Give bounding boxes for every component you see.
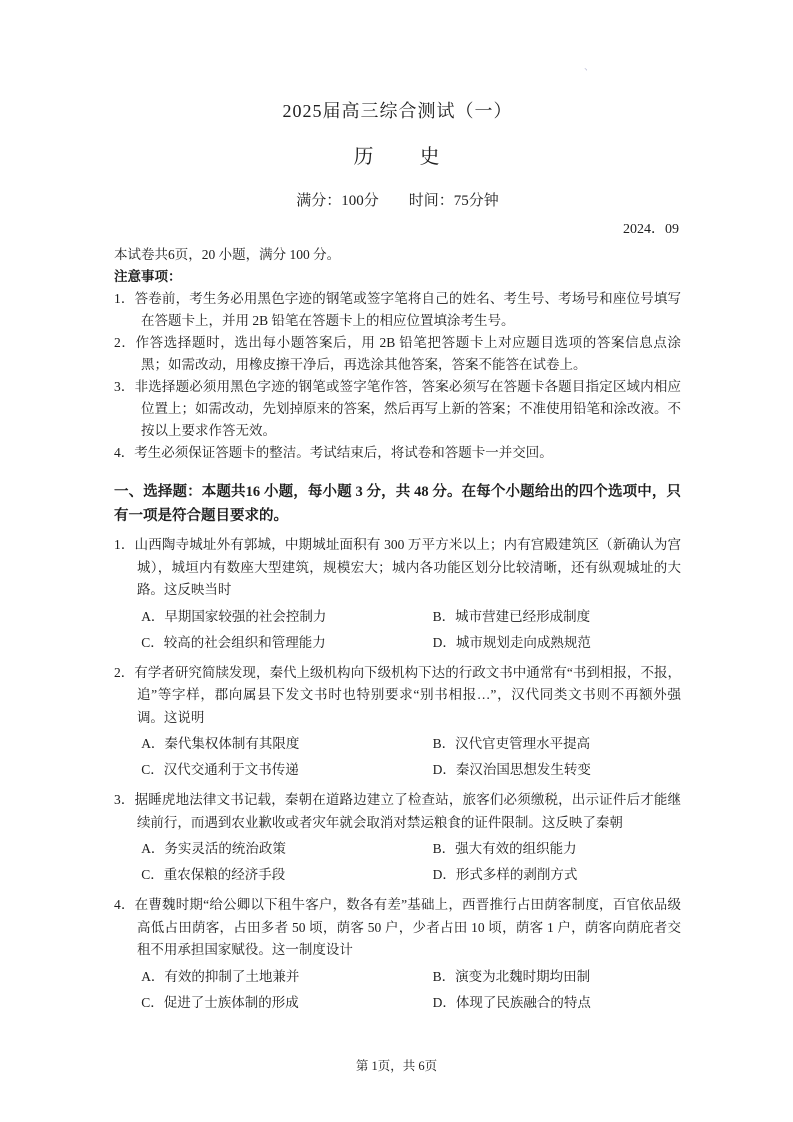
score-time-line: 满分：100分 时间：75分钟 [296, 193, 499, 209]
notice-item-1: 1．答卷前，考生务必用黑色字迹的钢笔或签字笔将自己的姓名、考生号、考场号和座位号填写在答题卡上，并用 2B 铅笔在答题卡上的相应位置填涂考生号。 [114, 291, 681, 328]
question-1-option-a: A．早期国家较强的社会控制力 [141, 608, 327, 624]
question-3-stem: 3．据睡虎地法律文书记载，秦朝在道路边建立了检查站，旅客们必须缴税，出示证件后才能继续前行，而遇到农业歉收或者灾年就会取消对禁运粮食的证件限制。这反映了秦朝 [114, 792, 681, 830]
question-1-options [114, 604, 681, 656]
question-3-option-a: A．务实灵活的统治政策 [141, 841, 286, 856]
question-1 [114, 534, 681, 656]
question-4-option-a: A．有效的抑制了土地兼并 [141, 968, 300, 984]
question-4-stem: 4．在曹魏时期“给公卿以下租牛客户，数各有差”基础上，西晋推行占田荫客制度，百官依品级高低占田荫客，占田多者 50 顷，荫客 50 户，少者占田 10 顷，荫客 1 户，荫客向荫庇者交租不用承担国家赋役。这一制度设计 [114, 897, 681, 957]
notice-heading: 注意事项： [114, 269, 182, 284]
question-2 [114, 662, 681, 784]
question-3-option-b: B．强大有效的组织能力 [432, 841, 577, 856]
question-4-option-b: B．演变为北魏时期均田制 [432, 968, 591, 984]
question-3-options [114, 836, 681, 888]
question-3 [114, 789, 681, 888]
question-2-option-d: D．秦汉治国思想发生转变 [432, 762, 591, 777]
notice-item-3: 3．非选择题必须用黑色字迹的钢笔或签字笔作答，答案必须写在答题卡各题目指定区域内相应位置上；如需改动，先划掉原来的答案，然后再写上新的答案；不准使用铅笔和涂改液。不按以上要求作答无效。 [114, 379, 681, 438]
question-3-option-c: C．重农保粮的经济手段 [141, 867, 286, 882]
question-2-stem: 2．有学者研究简牍发现，秦代上级机构向下级机构下达的行政文书中通常有“书到相报，不报，追”等字样，郡向属县下发文书时也特别要求“别书相报…”，汉代同类文书则不再额外强调。这说明 [114, 664, 681, 725]
question-1-stem: 1．山西陶寺城址外有郭城，中期城址面积有 300 万平方米以上；内有宫殿建筑区（新确认为宫城），城垣内有数座大型建筑，规模宏大；城内各功能区划分比较清晰，还有纵观城址的大路。这反映当时 [114, 537, 681, 597]
question-4 [114, 894, 681, 1016]
section-heading: 一、选择题：本题共16 小题，每小题 3 分，共 48 分。在每个小题给出的四个选项中，只有一项是符合题目要求的。 [114, 484, 681, 524]
question-1-option-b: B．城市营建已经形成制度 [432, 608, 591, 624]
question-2-options [114, 731, 681, 783]
exam-subject: 历 史 [353, 146, 442, 168]
faint-watermark-mark: 、 [584, 62, 594, 73]
notice-item-2: 2．作答选择题时，选出每小题答案后，用 2B 铅笔把答题卡上对应题目选项的答案信息点涂黑；如需改动，用橡皮擦干净后，再选涂其他答案，答案不能答在试卷上。 [114, 335, 681, 372]
question-4-options [114, 964, 681, 1016]
question-2-option-c: C．汉代交通利于文书传递 [141, 762, 299, 777]
question-1-option-c: C．较高的社会组织和管理能力 [141, 634, 326, 650]
exam-title: 2025届高三综合测试（一） [282, 101, 513, 121]
page-footer: 第 1页，共 6页 [355, 1059, 438, 1073]
exam-date: 2024．09 [623, 222, 679, 237]
question-3-option-d: D．形式多样的剥削方式 [432, 867, 578, 882]
notice-item-4: 4．考生必须保证答题卡的整洁。考试结束后，将试卷和答题卡一并交回。 [114, 445, 553, 460]
question-4-option-d: D．体现了民族融合的特点 [432, 994, 591, 1010]
paper-summary: 本试卷共6页，20 小题，满分 100 分。 [114, 247, 341, 262]
question-1-option-d: D．城市规划走向成熟规范 [432, 634, 591, 650]
question-2-option-a: A．秦代集权体制有其限度 [141, 736, 300, 751]
question-4-option-c: C．促进了士族体制的形成 [141, 994, 299, 1010]
question-2-option-b: B．汉代官吏管理水平提高 [432, 736, 591, 751]
